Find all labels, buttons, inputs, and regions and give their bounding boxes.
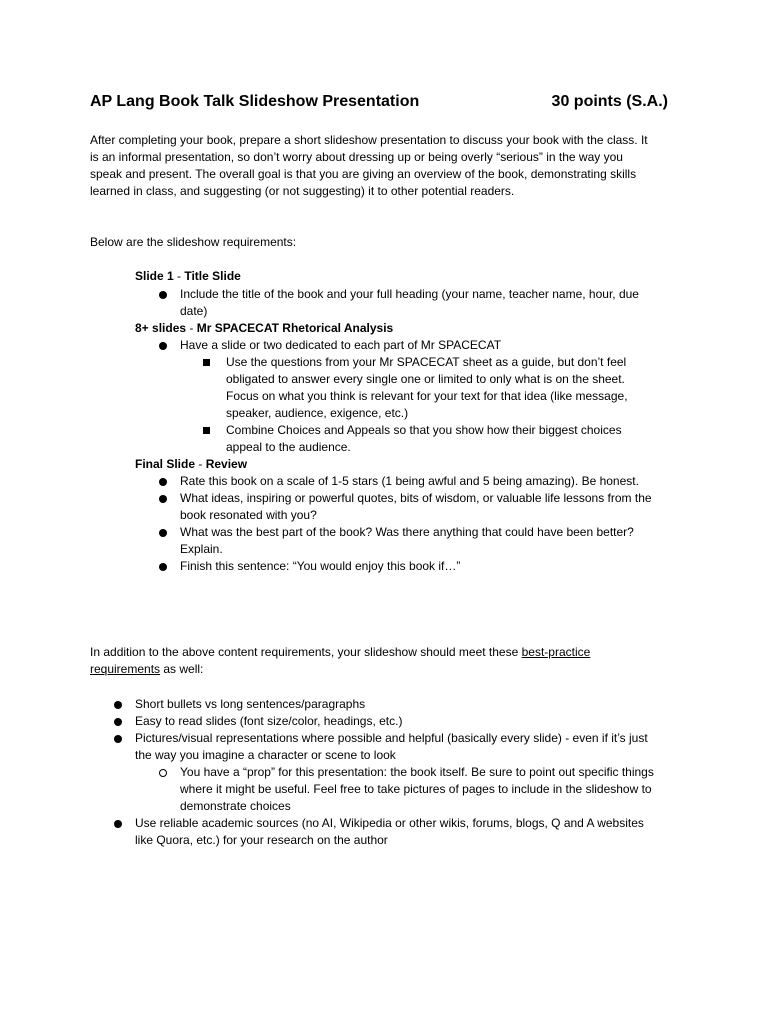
bullet-icon xyxy=(114,696,122,713)
best-practice-link[interactable]: best-practice xyxy=(521,645,591,659)
bullet-text: Use reliable academic sources (no AI, Wikipedia or other wikis, forums, blogs, Q and A websites xyxy=(135,816,644,830)
bullet-text: Easy to read slides (font size/color, headings, etc.) xyxy=(135,714,403,728)
bullet-icon xyxy=(159,286,167,303)
analysis-heading: 8+ slides - Mr SPACECAT Rhetorical Analysis xyxy=(135,321,394,335)
sub-bullet-text: obligated to answer every single one or limited to only what is on the sheet. xyxy=(226,372,625,386)
bullet-icon xyxy=(159,524,167,541)
bullet-text: Explain. xyxy=(180,542,223,556)
final-heading: Final Slide - Review xyxy=(135,457,248,471)
square-bullet-icon xyxy=(203,422,210,439)
sub-bullet-text: demonstrate choices xyxy=(180,799,291,813)
bullet-icon xyxy=(114,730,122,747)
sub-bullet-text: where it might be useful. Feel free to take pictures of pages to include in the slideshow to xyxy=(180,782,652,796)
hollow-bullet-icon xyxy=(159,764,167,781)
bullet-text: Include the title of the book and your full heading (your name, teacher name, hour, due xyxy=(180,287,639,301)
bullet-text: Rate this book on a scale of 1-5 stars (1 being awful and 5 being amazing). Be honest. xyxy=(180,474,639,488)
sub-bullet-text: Combine Choices and Appeals so that you show how their biggest choices xyxy=(226,423,622,437)
bullet-text: like Quora, etc.) for your research on the author xyxy=(135,833,388,847)
slide1-heading: Slide 1 - Title Slide xyxy=(135,269,241,283)
intro-line: speak and present. The overall goal is that you are giving an overview of the book, demonstrating skills xyxy=(90,167,637,181)
intro-line: After completing your book, prepare a short slideshow presentation to discuss your book with the class. It xyxy=(90,133,648,147)
bullet-icon xyxy=(159,337,167,354)
square-bullet-icon xyxy=(203,354,210,371)
sub-bullet-text: You have a “prop” for this presentation: the book itself. Be sure to point out specific things xyxy=(180,765,654,779)
bullet-text: What ideas, inspiring or powerful quotes, bits of wisdom, or valuable life lessons from the xyxy=(180,491,652,505)
bullet-icon xyxy=(159,473,167,490)
bullet-icon xyxy=(114,713,122,730)
bullet-text: Have a slide or two dedicated to each part of Mr SPACECAT xyxy=(180,338,502,352)
bullet-icon xyxy=(159,558,167,575)
bullet-text: What was the best part of the book? Was there anything that could have been better? xyxy=(180,525,634,539)
bullet-text: the way you imagine a character or scene to look xyxy=(135,748,396,762)
intro-line: learned in class, and suggesting (or not suggesting) it to other potential readers. xyxy=(90,184,515,198)
points-label: 30 points (S.A.) xyxy=(551,93,668,110)
bullet-icon xyxy=(114,815,122,832)
page-title xyxy=(90,93,675,117)
bullet-text: Finish this sentence: “You would enjoy this book if…” xyxy=(180,559,461,573)
sub-bullet-text: speaker, audience, exigence, etc.) xyxy=(226,406,409,420)
sub-bullet-text: appeal to the audience. xyxy=(226,440,351,454)
bullet-icon xyxy=(159,490,167,507)
best-practice-intro: In addition to the above content requirements, your slideshow should meet these best-practice xyxy=(90,645,591,659)
requirements-intro: Below are the slideshow requirements: xyxy=(90,235,297,249)
sub-bullet-text: Use the questions from your Mr SPACECAT sheet as a guide, but don’t feel xyxy=(226,355,627,369)
assignment-title: AP Lang Book Talk Slideshow Presentation xyxy=(90,93,420,110)
bullet-text: date) xyxy=(180,304,208,318)
best-practice-intro: requirements as well: xyxy=(90,662,204,676)
bullet-text: Short bullets vs long sentences/paragraphs xyxy=(135,697,366,711)
sub-bullet-text: Focus on what you think is relevant for your text for that idea (like message, xyxy=(226,389,628,403)
bullet-text: Pictures/visual representations where possible and helpful (basically every slide) - even if it’s just xyxy=(135,731,648,745)
intro-line: is an informal presentation, so don’t worry about dressing up or being overly “serious” in the way you xyxy=(90,150,623,164)
requirements-link[interactable]: requirements xyxy=(90,662,161,676)
bullet-text: book resonated with you? xyxy=(180,508,317,522)
